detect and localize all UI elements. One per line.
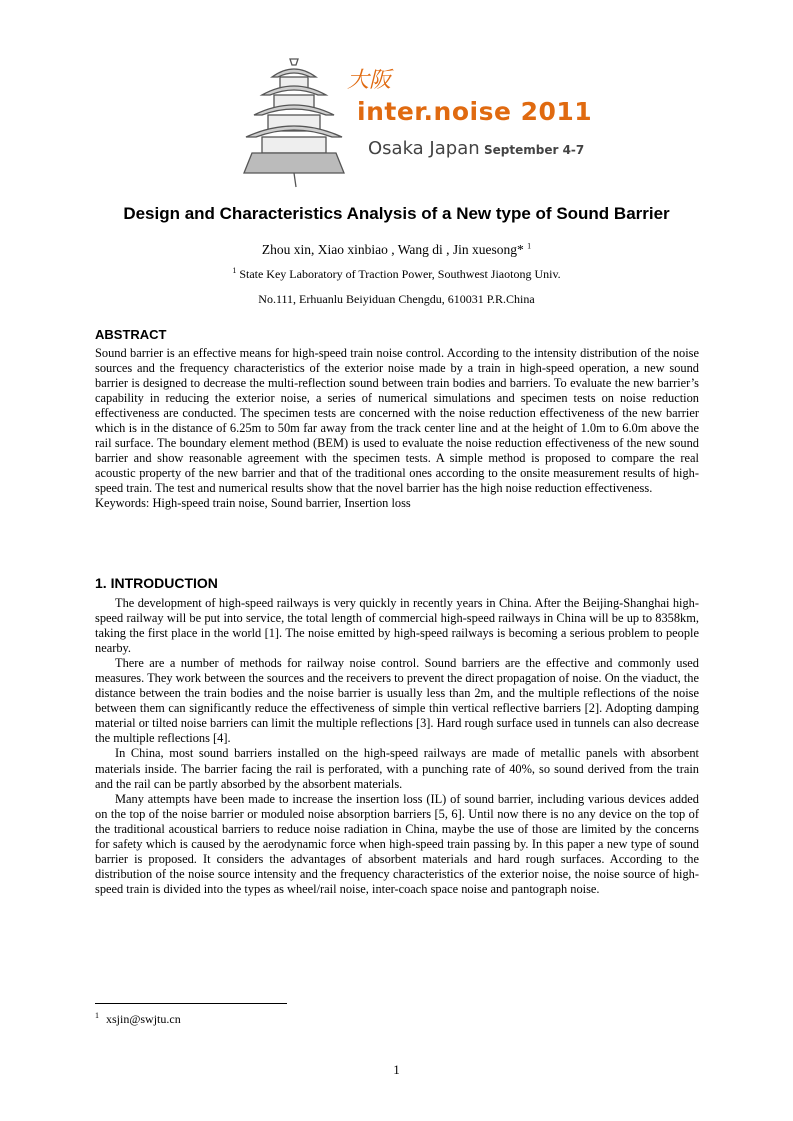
section-heading-introduction: 1. INTRODUCTION <box>95 575 218 591</box>
logo-event-name: inter.noise 2011 <box>357 97 593 126</box>
intro-paragraph: The development of high-speed railways is very quickly in recently years in China. After the Beijing-Shanghai high-speed railway will be put into service, the total length of commercial high-speed railways in China will be up to 8358km, taking the first place in the world [1]. The noise emitted by high-speed railways is becoming a serious problem to people nearby. <box>95 596 699 656</box>
intro-paragraph: There are a number of methods for railway noise control. Sound barriers are the effective and commonly used measures. They work between the sources and the receivers to prevent the direct propagation of noise. On the viaduct, the distance between the train bodies and the noise barrier is usually less than 2m, and the multiple reflections of the noise between them can significantly reduce the effectiveness of simple thin vertical reflective barriers [2]. Adopting damping material or tilted noise barriers can limit the multiple reflections [3]. Hard rough surface used in tunnels can also decrease the multiple reflections [4]. <box>95 656 699 746</box>
author-list <box>0 242 793 258</box>
footnote-email: xsjin@swjtu.cn <box>106 1012 181 1026</box>
osaka-castle-icon <box>232 55 357 190</box>
footnote-divider <box>95 1003 287 1004</box>
footnote <box>95 1012 181 1027</box>
abstract-heading: ABSTRACT <box>95 327 167 342</box>
author-marker: 1 <box>527 241 532 251</box>
abstract-body <box>95 346 699 512</box>
affiliation-marker: 1 <box>232 266 237 275</box>
affiliation-line-2: No.111, Erhuanlu Beiyiduan Chengdu, 610031 P.R.China <box>258 292 535 306</box>
keywords: Keywords: High-speed train noise, Sound barrier, Insertion loss <box>95 496 411 511</box>
affiliation-name: State Key Laboratory of Traction Power, Southwest Jiaotong Univ. <box>239 267 561 281</box>
intro-paragraph: Many attempts have been made to increase the insertion loss (IL) of sound barrier, including various devices added on the top of the noise barrier or moduled noise absorption barriers [5, 6]. Until now there is no any device on the top of the traditional acoustical barriers to reduce noise radiation in China, maybe the use of those are limited by the concerns for safety which is caused by the aerodynamic force when high-speed train passing by. In this paper a new type of sound barrier is proposed. It considers the advantages of absorbent materials and hard rough surfaces. According to the distribution of the noise source intensity and the frequency characteristics of the exterior noise, the noise source of high-speed train is divided into the types as wheel/rail noise, inter-coach space noise and pantograph noise. <box>95 791 699 896</box>
introduction-body <box>95 596 699 897</box>
page-number: 1 <box>393 1062 400 1077</box>
logo-dates: September 4-7 <box>484 143 585 157</box>
conference-logo <box>232 55 592 190</box>
author-names: Zhou xin, Xiao xinbiao , Wang di , Jin xuesong* <box>261 242 524 257</box>
footnote-marker: 1 <box>95 1011 99 1020</box>
paper-title: Design and Characteristics Analysis of a New type of Sound Barrier <box>123 204 670 223</box>
affiliation-line-1 <box>0 267 793 282</box>
abstract-text: Sound barrier is an effective means for high-speed train noise control. According to the intensity distribution of the noise sources and the frequency characteristics of the exterior noise made by a train in high-speed operation, a new sound barrier is designed to decrease the multi-reflection sound between train bodies and barriers. To evaluate the new barrier’s capability in reducing the exterior noise, a series of numerical simulations and specimen tests on noise reduction effectiveness are conducted. The specimen tests are concerned with the noise reduction effectiveness of the new barrier which is in the distance of 6.25m to 50m far away from the track center line and at the height of 1.0m to 6.0m above the rail surface. The boundary element method (BEM) is used to evaluate the noise reduction effectiveness of the new sound barrier and show reasonable agreement with the specimen tests. A simple method is proposed to compare the real acoustic property of the new barrier and that of the traditional ones according to the onsite measurement results of high-speed train. The test and numerical results show that the novel barrier has the high noise reduction effectiveness. <box>95 346 699 496</box>
intro-paragraph: In China, most sound barriers installed on the high-speed railways are made of metallic panels with absorbent materials inside. The barrier facing the rail is perforated, with a punching rate of 40%, so sound derived from the train and the rail can be partly absorbed by the absorbent materials. <box>95 746 699 791</box>
logo-city: Osaka Japan <box>368 138 480 159</box>
logo-kanji: 大阪 <box>347 68 392 93</box>
